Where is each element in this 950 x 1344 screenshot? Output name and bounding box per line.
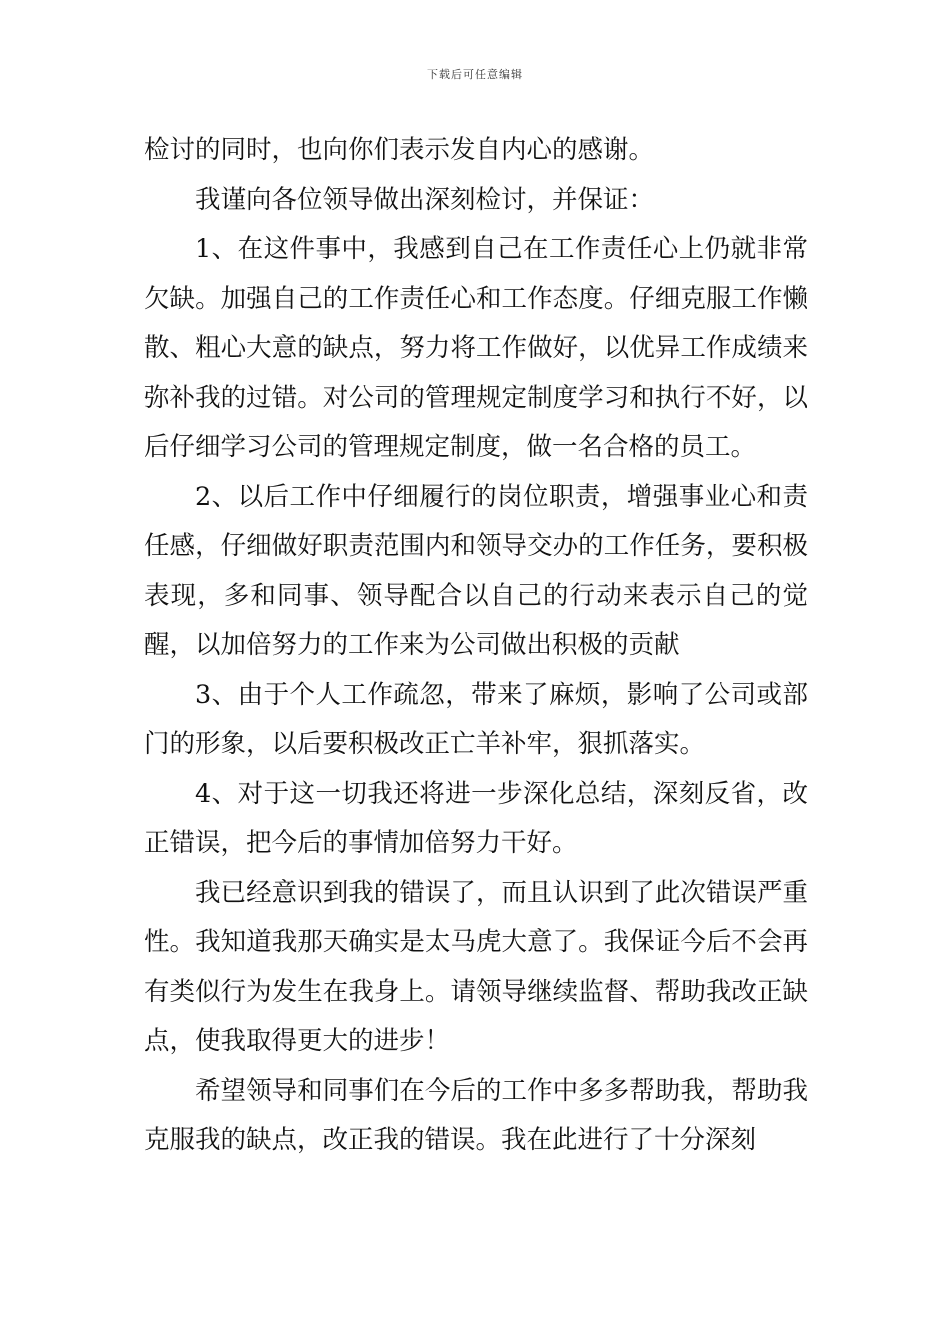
paragraph-item-1: 1、在这件事中，我感到自己在工作责任心上仍就非常欠缺。加强自己的工作责任心和工作态度。仔细克服工作懒散、粗心大意的缺点，努力将工作做好，以优异工作成绩来弥补我的过错。对公司的管理规定制度学习和执行不好，以后仔细学习公司的管理规定制度，做一名合格的员工。 <box>144 234 808 462</box>
paragraph-item-4: 4、对于这一切我还将进一步深化总结，深刻反省，改正错误，把今后的事情加倍努力干好。 <box>144 778 808 858</box>
paragraph-item-3: 3、由于个人工作疏忽，带来了麻烦，影响了公司或部门的形象，以后要积极改正亡羊补牢，狠抓落实。 <box>144 679 808 759</box>
page-header: 下载后可任意编辑 <box>427 68 523 81</box>
paragraph-pledge-intro: 我谨向各位领导做出深刻检讨，并保证： <box>195 184 655 215</box>
paragraph-realization: 我已经意识到我的错误了，而且认识到了此次错误严重性。我知道我那天确实是太马虎大意了。我保证今后不会再有类似行为发生在我身上。请领导继续监督、帮助我改正缺点，使我取得更大的进步！ <box>144 877 808 1056</box>
paragraph-item-2: 2、以后工作中仔细履行的岗位职责，增强事业心和责任感，仔细做好职责范围内和领导交办的工作任务，要积极表现，多和同事、领导配合以自己的行动来表示自己的觉醒，以加倍努力的工作来为公司做出积极的贡献 <box>144 481 808 660</box>
paragraph-continuation: 检讨的同时，也向你们表示发自内心的感谢。 <box>144 135 655 165</box>
document-body <box>144 126 808 1166</box>
paragraph-hope: 希望领导和同事们在今后的工作中多多帮助我，帮助我克服我的缺点，改正我的错误。我在此进行了十分深刻 <box>144 1075 808 1155</box>
